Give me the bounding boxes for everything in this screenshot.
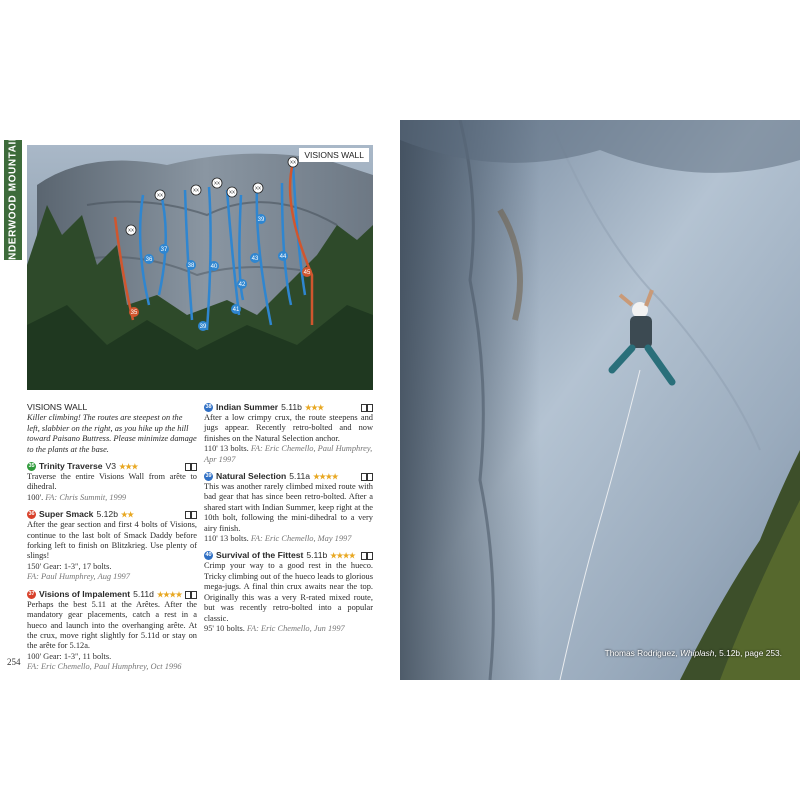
star-rating: ★★★★: [156, 589, 182, 599]
route-heading: [27, 509, 197, 520]
svg-text:39: 39: [257, 217, 265, 223]
route-heading: [204, 550, 373, 561]
route-heading: [27, 461, 197, 472]
route-entry: [204, 471, 373, 544]
route-grade: V3: [105, 461, 117, 472]
topo-image: [27, 145, 373, 390]
svg-text:37: 37: [160, 247, 168, 253]
route-number-badge: 40: [205, 552, 212, 559]
route-entry: [204, 550, 373, 634]
svg-text:45: 45: [303, 270, 311, 276]
route-description: This was another rarely climbed mixed route with bad gear that has since been retro-bolted. After a shared start with Indian Summer, keep right at the 10th bolt, following the mini-dihedral to a very airy finish.: [204, 482, 373, 533]
route-description: Perhaps the best 5.11 at the Arêtes. After the mandatory gear placements, catch a rest in a hueco and launch into the overhanging arête. At the crux, move right slightly for 5.11d or stay on the arête for 5.12a.: [27, 599, 197, 651]
route-heading: [204, 402, 373, 413]
svg-text:XX: XX: [228, 189, 236, 195]
route-number-badge: 37: [28, 590, 35, 597]
route-grade: 5.12b: [96, 509, 118, 520]
route-heading: [204, 471, 373, 482]
svg-text:40: 40: [210, 264, 218, 270]
svg-text:XX: XX: [289, 159, 297, 165]
section-intro: Killer climbing! The routes are steepest on the left, slabbier on the right, as you hike up the hill toward Paisano Buttress. Please minimize damage to the plants at the base.: [27, 413, 197, 454]
route-heading: [27, 589, 197, 600]
route-number-badge: 38: [205, 404, 212, 410]
svg-text:35: 35: [130, 310, 138, 316]
topo-label: VISIONS WALL: [299, 148, 369, 162]
route-name: Super Smack: [39, 509, 94, 520]
photo-caption: Thomas Rodriguez, Whiplash, 5.12b, page 253.: [604, 648, 782, 658]
section-title: VISIONS WALL: [27, 402, 88, 412]
svg-text:43: 43: [251, 256, 259, 262]
route-description: After a low crimpy crux, the route steepens and jugs appear. Recently retro-bolted and now finishes on the Natural Selection anchor.: [204, 413, 373, 443]
route-entry: [27, 509, 197, 582]
star-rating: ★★★: [119, 462, 138, 472]
svg-text:XX: XX: [127, 227, 135, 233]
climber-photo: [400, 120, 800, 680]
svg-text:39: 39: [199, 324, 207, 330]
route-grade: 5.11a: [289, 471, 311, 482]
route-name: Natural Selection: [216, 471, 287, 482]
route-description: Traverse the entire Visions Wall from arête to dihedral.: [27, 472, 197, 492]
route-stats: 110' 13 bolts. FA: Eric Chemello, May 1997: [204, 534, 352, 544]
section-tab-label: UNDERWOOD MOUNTAIN: [7, 132, 19, 268]
svg-text:38: 38: [187, 263, 195, 269]
route-column-left: [27, 402, 197, 673]
route-name: Trinity Traverse: [39, 461, 103, 472]
checkbox-icon: [361, 404, 373, 411]
route-stats: 95' 10 bolts. FA: Eric Chemello, Jun 1997: [204, 623, 345, 633]
route-entry: [204, 402, 373, 465]
route-grade: 5.11d: [133, 588, 154, 599]
route-stats: 110' 13 bolts. FA: Eric Chemello, Paul Humphrey, Apr 1997: [204, 444, 373, 464]
svg-text:XX: XX: [213, 180, 221, 186]
route-name: Survival of the Fittest: [216, 550, 304, 561]
checkbox-icon: [185, 511, 197, 518]
section-tab: [4, 132, 22, 268]
svg-text:42: 42: [238, 282, 246, 288]
checkbox-icon: [361, 473, 373, 480]
svg-text:XX: XX: [192, 187, 200, 193]
route-name: Indian Summer: [216, 402, 279, 412]
star-rating: ★★★★: [313, 472, 338, 482]
page-number: 254: [7, 657, 21, 667]
star-rating: ★★: [120, 510, 134, 520]
checkbox-icon: [361, 552, 373, 559]
route-grade: 5.11b: [306, 550, 328, 561]
star-rating: ★★★★: [330, 551, 356, 561]
route-number-badge: 35: [28, 463, 35, 470]
route-number-badge: 39: [205, 473, 212, 480]
route-stats: 100'. FA: Chris Summit, 1999: [27, 492, 127, 502]
svg-text:XX: XX: [254, 185, 262, 191]
svg-text:36: 36: [145, 257, 153, 263]
star-rating: ★★★: [304, 403, 324, 412]
route-name: Visions of Impalement: [39, 588, 131, 599]
checkbox-icon: [185, 463, 197, 470]
route-description: After the gear section and first 4 bolts of Visions, continue to the last bolt of Smack Daddy before forking left to finish on Blitzkrieg. Use plenty of slings!: [27, 520, 197, 561]
route-number-badge: 36: [28, 511, 35, 518]
route-description: Crimp your way to a good rest in the hueco. Tricky climbing out of the hueco leads to glorious mega-jugs. A final thin crux awaits near the top. Originally this was a very R-rated mixed route, but was recently retro-bolted into a popular classic.: [204, 561, 373, 623]
route-column-right: [204, 402, 373, 634]
route-entry: [27, 461, 197, 503]
route-entry: [27, 589, 197, 673]
first-ascent: FA: Paul Humphrey, Aug 1997: [27, 572, 130, 582]
svg-text:44: 44: [279, 254, 287, 260]
svg-text:41: 41: [232, 307, 240, 313]
route-stats: 150' Gear: 1-3", 17 bolts.: [27, 561, 112, 571]
route-grade: 5.11b: [281, 402, 302, 412]
checkbox-icon: [185, 591, 197, 598]
svg-text:XX: XX: [156, 192, 164, 198]
topo-photo: [27, 145, 373, 390]
route-stats: 100' Gear: 1-3", 11 bolts.: [27, 651, 112, 661]
first-ascent: FA: Eric Chemello, Paul Humphrey, Oct 1996: [27, 662, 182, 672]
climber-image: [400, 120, 800, 680]
